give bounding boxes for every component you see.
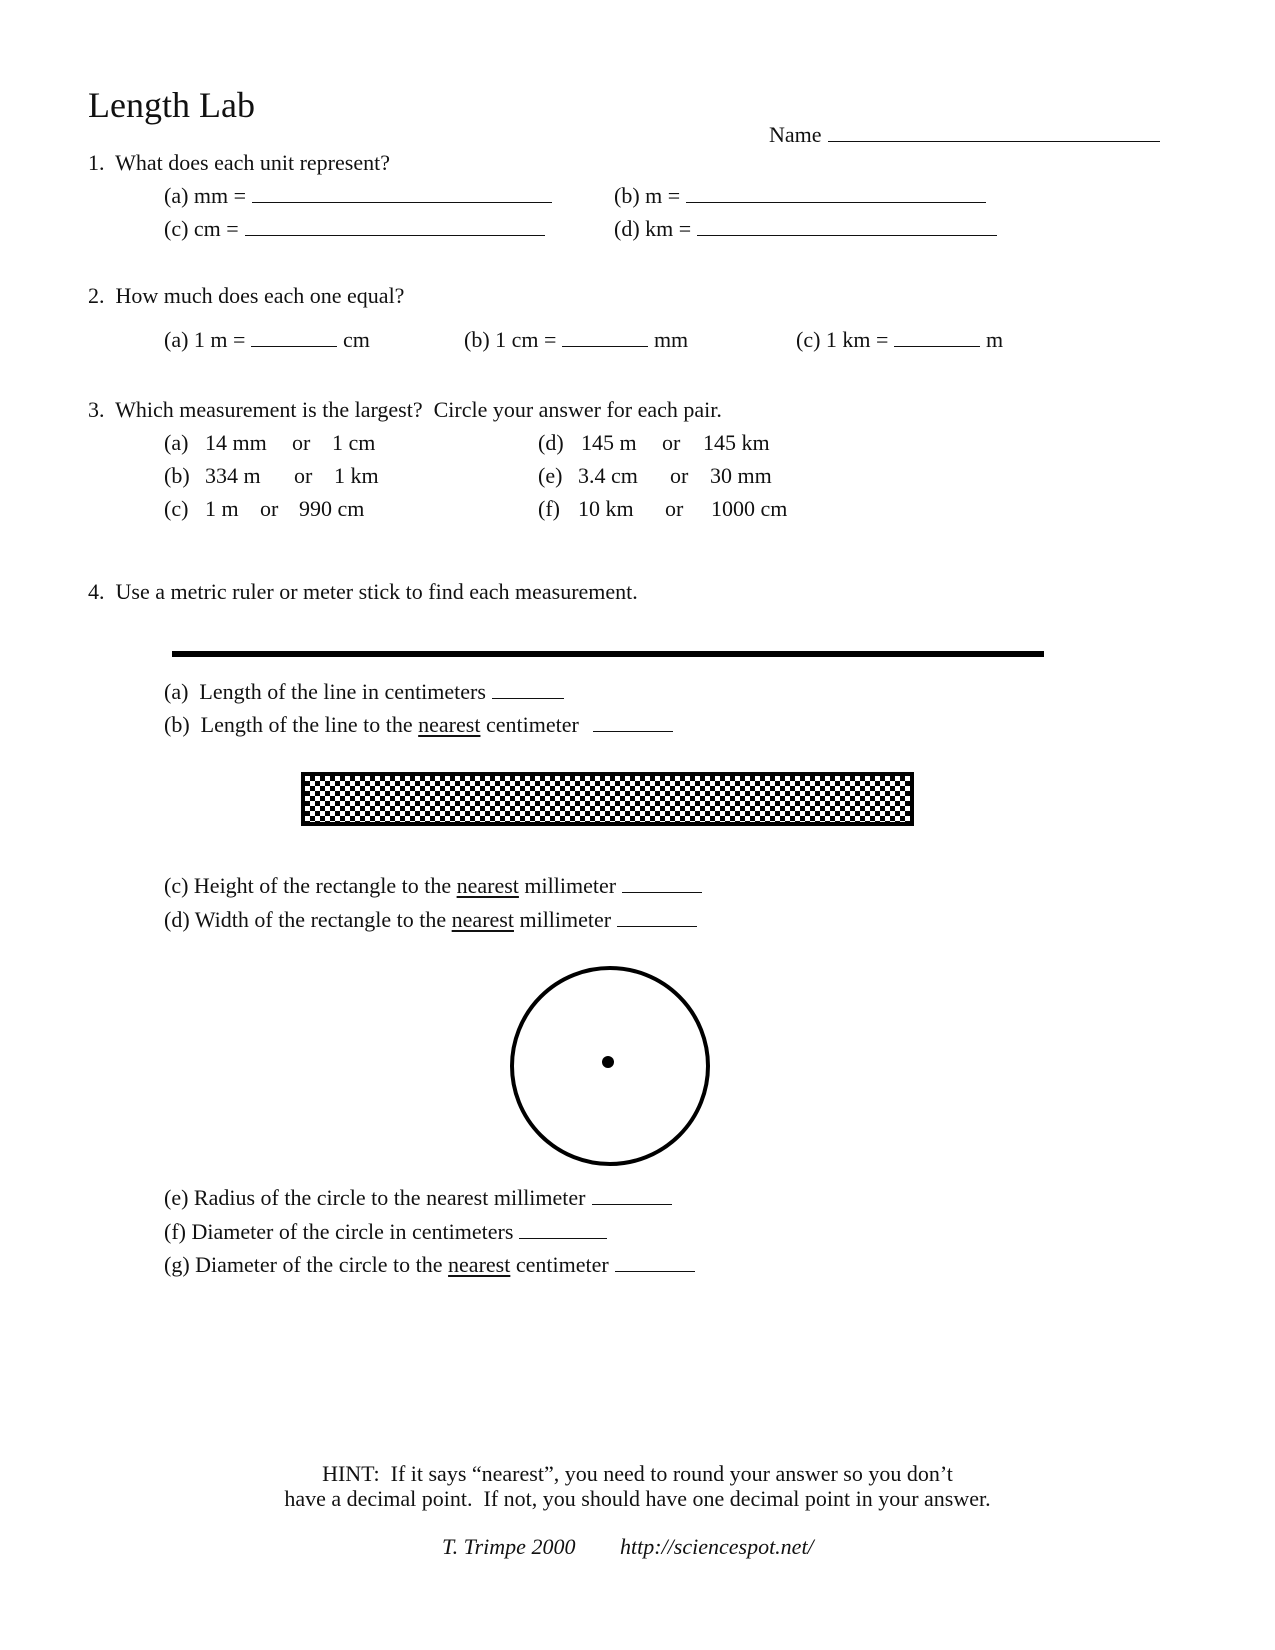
hint-line-2: have a decimal point. If not, you should have one decimal point in your answer. xyxy=(284,1486,991,1511)
q4-item-a-label: (a) Length of the line in centimeters xyxy=(164,679,486,704)
q4-item-e xyxy=(164,1186,672,1210)
q1-answer-a[interactable] xyxy=(252,184,552,203)
measure-circle xyxy=(502,958,718,1174)
q2-item-b-label: (b) 1 cm = xyxy=(464,327,557,352)
checkered-rectangle xyxy=(301,772,914,826)
q4-answer-a[interactable] xyxy=(492,680,564,699)
q4-item-f-label: (f) Diameter of the circle in centimeters xyxy=(164,1219,514,1244)
q1-item-b-label: (b) m = xyxy=(614,183,681,208)
q3-pair-d-label: (d) xyxy=(538,430,564,455)
circle-center-dot xyxy=(602,1056,614,1068)
q4-item-b xyxy=(164,713,673,737)
q4-item-c-emphasis: nearest xyxy=(456,873,519,898)
q4-answer-c[interactable] xyxy=(622,874,702,893)
q3-pair-f-or: or xyxy=(665,496,684,521)
name-label: Name xyxy=(769,122,822,147)
q1-answer-b[interactable] xyxy=(686,184,986,203)
page-title: Length Lab xyxy=(88,85,255,125)
q4-item-g-label-post: centimeter xyxy=(515,1252,609,1277)
q2-answer-b[interactable] xyxy=(562,328,648,347)
q4-answer-e[interactable] xyxy=(592,1186,672,1205)
q3-pair-b-or: or xyxy=(294,463,313,488)
q3-pair-f-left[interactable]: 10 km xyxy=(578,496,634,521)
q3-pair-e-label: (e) xyxy=(538,463,563,488)
q3-pair-c-left[interactable]: 1 m xyxy=(205,496,239,521)
q3-pair-a-label: (a) xyxy=(164,430,189,455)
q1-item-c xyxy=(164,217,545,241)
q3-pair-e-right[interactable]: 30 mm xyxy=(710,463,772,488)
q4-answer-g[interactable] xyxy=(615,1253,695,1272)
q3-pair-f-right[interactable]: 1000 cm xyxy=(711,496,788,521)
q3-pair-c-or: or xyxy=(260,496,279,521)
q3-pair-d-right[interactable]: 145 km xyxy=(703,430,770,455)
q2-item-c-label: (c) 1 km = xyxy=(796,327,889,352)
q4-item-g xyxy=(164,1253,695,1277)
q4-item-e-label: (e) Radius of the circle to the nearest millimeter xyxy=(164,1185,586,1210)
q4-item-a xyxy=(164,680,564,704)
name-row xyxy=(758,99,1160,147)
q3-pair-f-label: (f) xyxy=(538,496,560,521)
q1-item-d xyxy=(614,217,997,241)
q1-prompt: 1. What does each unit represent? xyxy=(88,150,390,175)
q3-pair-e-or: or xyxy=(670,463,689,488)
q4-item-b-label-post: centimeter xyxy=(485,712,579,737)
q1-item-c-label: (c) cm = xyxy=(164,216,239,241)
q1-answer-d[interactable] xyxy=(697,217,997,236)
q2-unit-b: mm xyxy=(653,327,689,352)
q3-pair-e-left[interactable]: 3.4 cm xyxy=(578,463,638,488)
q4-item-g-label-pre: (g) Diameter of the circle to the xyxy=(164,1252,443,1277)
q3-pair-a-right[interactable]: 1 cm xyxy=(332,430,376,455)
q1-answer-c[interactable] xyxy=(245,217,545,236)
q1-item-b xyxy=(614,184,986,208)
q4-item-c xyxy=(164,874,702,898)
q2-item-b xyxy=(464,328,688,352)
measure-line xyxy=(172,651,1044,657)
q3-pair-c-label: (c) xyxy=(164,496,189,521)
q2-prompt: 2. How much does each one equal? xyxy=(88,283,405,308)
q3-pair-b-left[interactable]: 334 m xyxy=(205,463,261,488)
q2-unit-c: m xyxy=(985,327,1004,352)
q3-pair-a-left[interactable]: 14 mm xyxy=(205,430,267,455)
q2-unit-a: cm xyxy=(342,327,370,352)
q3-prompt: 3. Which measurement is the largest? Circle your answer for each pair. xyxy=(88,397,722,422)
q2-answer-a[interactable] xyxy=(251,328,337,347)
hint-line-1: HINT: If it says “nearest”, you need to round your answer so you don’t xyxy=(322,1461,953,1486)
q4-answer-d[interactable] xyxy=(617,908,697,927)
q3-pair-b-right[interactable]: 1 km xyxy=(334,463,379,488)
q1-item-a-label: (a) mm = xyxy=(164,183,247,208)
footer-url[interactable]: http://sciencespot.net/ xyxy=(620,1534,814,1559)
q4-item-f xyxy=(164,1220,607,1244)
q4-item-c-label-post: millimeter xyxy=(524,873,617,898)
q3-pair-c-right[interactable]: 990 cm xyxy=(299,496,365,521)
q3-pair-d-left[interactable]: 145 m xyxy=(581,430,637,455)
q4-item-d-emphasis: nearest xyxy=(451,907,514,932)
q4-item-g-emphasis: nearest xyxy=(448,1252,511,1277)
q2-item-c xyxy=(796,328,1003,352)
q1-item-d-label: (d) km = xyxy=(614,216,692,241)
q3-pair-d-or: or xyxy=(662,430,681,455)
q4-item-d xyxy=(164,908,697,932)
q4-item-b-emphasis: nearest xyxy=(418,712,481,737)
q2-item-a-label: (a) 1 m = xyxy=(164,327,246,352)
q3-pair-a-or: or xyxy=(292,430,311,455)
q4-item-d-label-pre: (d) Width of the rectangle to the xyxy=(164,907,447,932)
q4-answer-f[interactable] xyxy=(519,1220,607,1239)
q3-pair-b-label: (b) xyxy=(164,463,190,488)
q2-answer-c[interactable] xyxy=(894,328,980,347)
name-field[interactable] xyxy=(828,123,1160,142)
q4-answer-b[interactable] xyxy=(593,713,673,732)
q4-item-b-label-pre: (b) Length of the line to the xyxy=(164,712,413,737)
q1-item-a xyxy=(164,184,552,208)
q4-prompt: 4. Use a metric ruler or meter stick to find each measurement. xyxy=(88,579,638,604)
q4-item-c-label-pre: (c) Height of the rectangle to the xyxy=(164,873,452,898)
q2-item-a xyxy=(164,328,370,352)
q4-item-d-label-post: millimeter xyxy=(519,907,612,932)
footer-author: T. Trimpe 2000 xyxy=(442,1534,576,1559)
